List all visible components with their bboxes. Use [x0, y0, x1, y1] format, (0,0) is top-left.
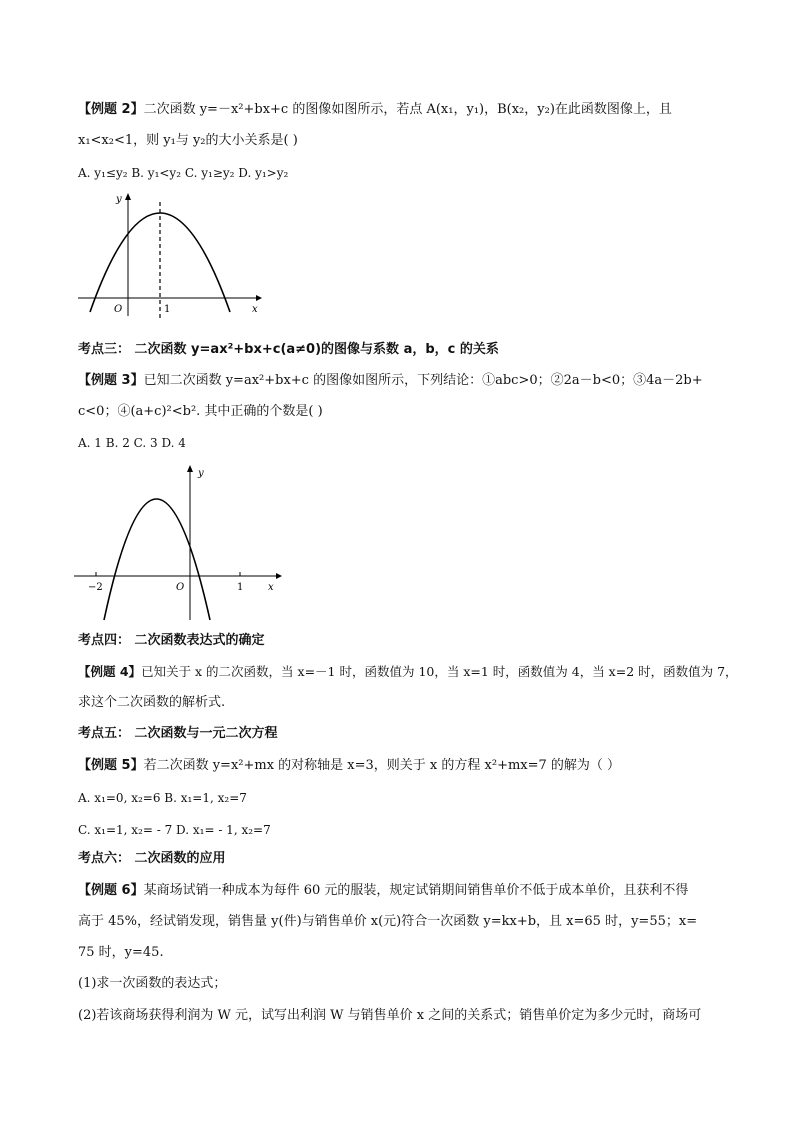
ex6-q2: (2)若该商场获得利润为 W 元，试写出利润 W 与销售单价 x 之间的关系式；销售单价定为多少元时，商场可	[78, 1008, 702, 1023]
y-arrow	[187, 465, 193, 472]
example-tag: 【例题 3】	[78, 373, 144, 388]
example-tag: 【例题 6】	[78, 883, 144, 898]
parabola	[90, 213, 230, 312]
ex6-line2: 高于 45%，经试销发现，销售量 y(件)与销售单价 x(元)符合一次函数 y=kx+b，且 x=65 时，y=55；x=	[78, 914, 698, 929]
example-tag: 【例题 2】	[78, 102, 144, 117]
ex2-line1: 【例题 2】二次函数 y=－x²+bx+c 的图像如图所示，若点 A(x₁，y₁)，B(x₂，y₂)在此函数图像上，且	[78, 102, 672, 117]
ex2-options: A. y₁≤y₂ B. y₁<y₂ C. y₁≥y₂ D. y₁>y₂	[78, 166, 289, 180]
ex5-opt1: A. x₁=0, x₂=6 B. x₁=1, x₂=7	[78, 791, 247, 805]
example-tag: 【例题 4】	[78, 664, 142, 679]
x-arrow	[276, 573, 282, 579]
ex3-graph	[70, 462, 290, 622]
origin-label: O	[114, 304, 123, 315]
example-tag: 【例题 5】	[78, 758, 144, 773]
kd6-title: 考点六： 二次函数的应用	[78, 851, 226, 866]
ex6-line1: 【例题 6】某商场试销一种成本为每件 60 元的服装，规定试销期间销售单价不低于成本单价，且获利不得	[78, 883, 689, 898]
tick-1: 1	[164, 304, 171, 315]
kd4-title: 考点四： 二次函数表达式的确定	[78, 633, 265, 648]
x-label: x	[268, 582, 274, 593]
ex3-line1: 【例题 3】已知二次函数 y=ax²+bx+c 的图像如图所示，下列结论：①abc>0；②2a－b<0；③4a－2b+	[78, 373, 703, 388]
ex3-line2: c<0；④(a+c)²<b². 其中正确的个数是( )	[78, 404, 323, 419]
ex2-line2: x₁<x₂<1，则 y₁与 y₂的大小关系是( )	[78, 133, 298, 148]
ex5-opt2: C. x₁=1, x₂= - 7 D. x₁= - 1, x₂=7	[78, 823, 271, 837]
kd3-title: 考点三： 二次函数 y=ax²+bx+c(a≠0)的图像与系数 a，b，c 的关系	[78, 342, 499, 357]
ex4-line2: 求这个二次函数的解析式.	[78, 695, 226, 710]
y-arrow	[125, 193, 131, 200]
y-label: y	[198, 468, 204, 479]
ex6-line3: 75 时，y=45.	[78, 945, 164, 960]
origin-label: O	[176, 582, 185, 593]
x-label: x	[252, 304, 258, 315]
ex6-q1: (1)求一次函数的表达式；	[78, 976, 227, 991]
parabola	[104, 499, 210, 620]
tick-1-label: 1	[237, 582, 244, 593]
ex3-options: A. 1 B. 2 C. 3 D. 4	[78, 436, 186, 450]
neg-tick-label: −2	[88, 582, 103, 593]
y-label: y	[116, 194, 122, 205]
ex2-graph	[76, 190, 266, 320]
ex4-line1: 【例题 4】已知关于 x 的二次函数，当 x=－1 时，函数值为 10，当 x=1 时，函数值为 4，当 x=2 时，函数值为 7，	[78, 664, 738, 679]
x-arrow	[256, 295, 262, 301]
ex5-line1: 【例题 5】若二次函数 y=x²+mx 的对称轴是 x=3，则关于 x 的方程 x²+mx=7 的解为（ ）	[78, 758, 621, 773]
kd5-title: 考点五： 二次函数与一元二次方程	[78, 726, 278, 741]
